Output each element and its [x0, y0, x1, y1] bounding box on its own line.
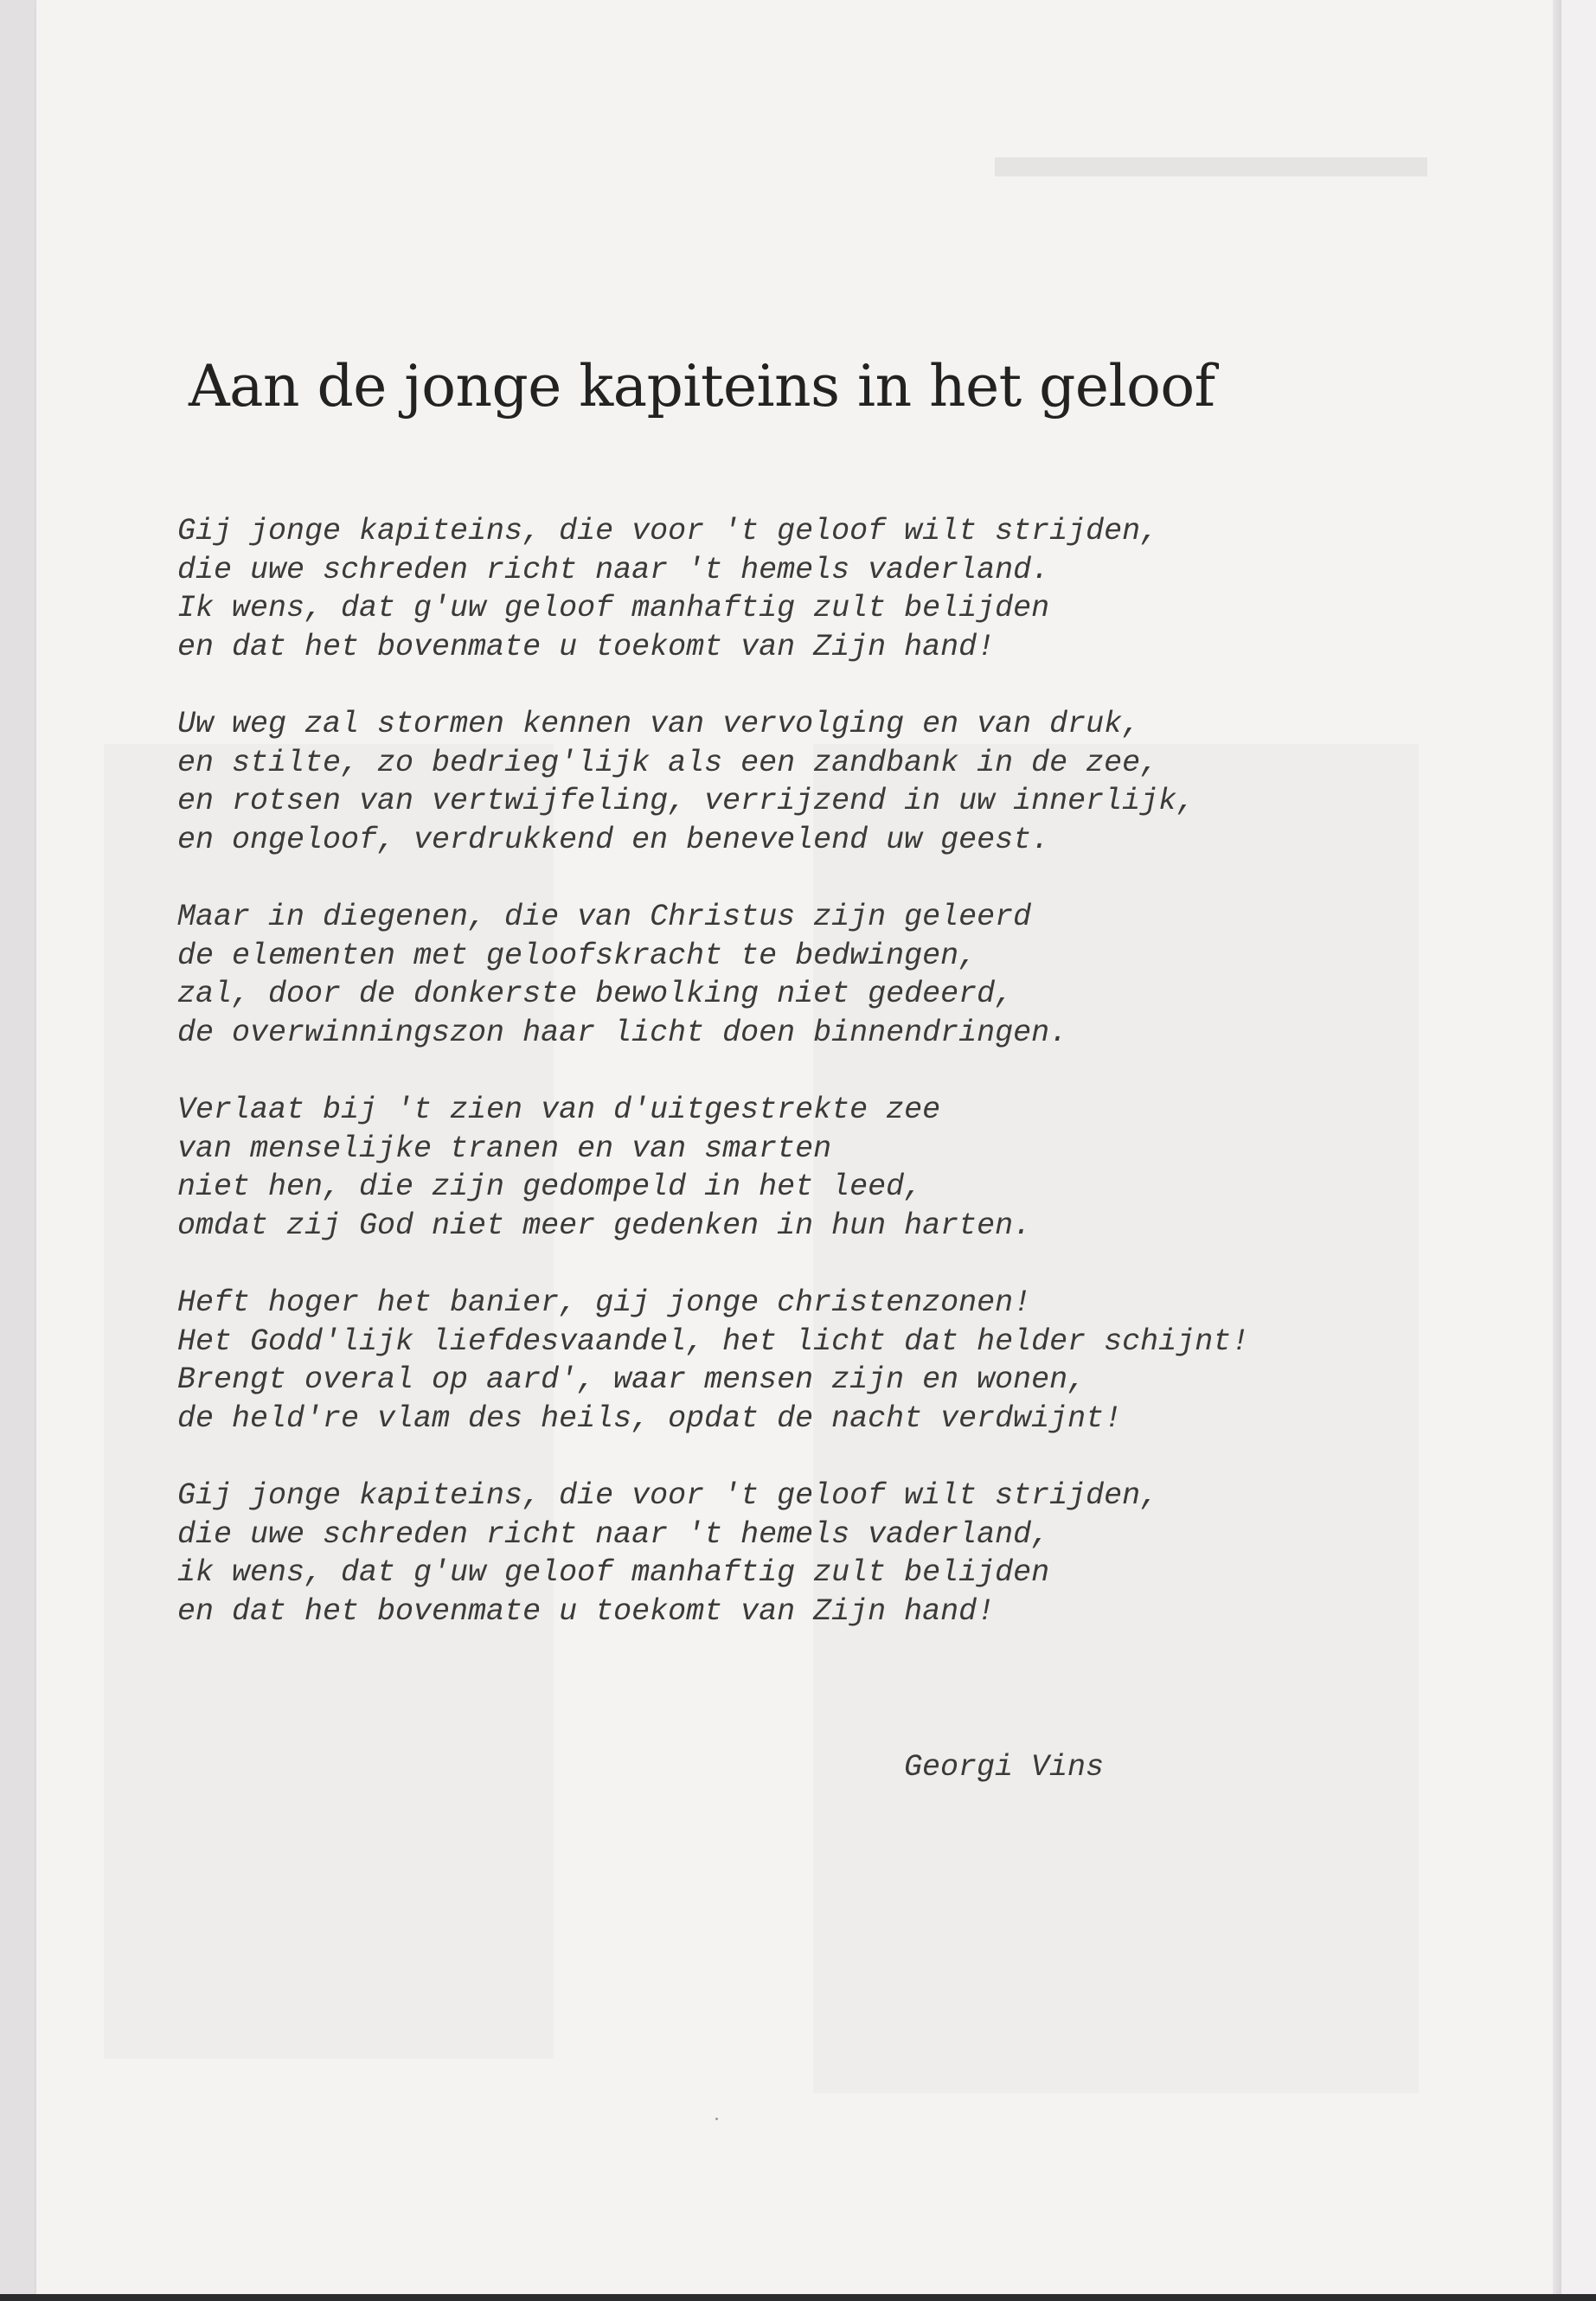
stanza-1 — [177, 512, 1388, 666]
poem-line: die uwe schreden richt naar 't hemels vaderland. — [177, 552, 1050, 587]
poem-line: en stilte, zo bedrieg'lijk als een zandbank in de zee, — [177, 745, 1159, 780]
poem-line: Heft hoger het banier, gij jonge christenzonen! — [177, 1285, 1032, 1320]
author-signature: Georgi Vins — [904, 1750, 1105, 1785]
poem-line: en rotsen van vertwijfeling, verrijzend in uw innerlijk, — [177, 784, 1195, 818]
poem-line: en dat het bovenmate u toekomt van Zijn hand! — [177, 1593, 996, 1629]
poem-line: ik wens, dat g'uw geloof manhaftig zult belijden — [177, 1555, 1050, 1590]
poem-line: Maar in diegenen, die van Christus zijn geleerd — [177, 900, 1032, 934]
show-through-mark — [995, 157, 1427, 176]
poem-line: Brengt overal op aard', waar mensen zijn en wonen, — [177, 1362, 1086, 1397]
poem-line: de held're vlam des heils, opdat de nacht verdwijnt! — [177, 1400, 1123, 1436]
stanza-3 — [177, 898, 1388, 1052]
poem-line: Uw weg zal stormen kennen van vervolging en van druk, — [177, 707, 1141, 741]
stanza-5 — [177, 1284, 1388, 1438]
poem-line: niet hen, die zijn gedompeld in het leed, — [177, 1170, 923, 1204]
page-edge — [1553, 0, 1561, 2301]
poem-line: Gij jonge kapiteins, die voor 't geloof wilt strijden, — [177, 514, 1159, 548]
poem-line: Ik wens, dat g'uw geloof manhaftig zult belijden — [177, 591, 1050, 625]
stanza-6 — [177, 1477, 1388, 1631]
stanza-2 — [177, 705, 1388, 859]
scan-left-margin — [0, 0, 36, 2301]
scan-right-margin — [1561, 0, 1596, 2301]
poem-line: die uwe schreden richt naar 't hemels vaderland, — [177, 1516, 1050, 1552]
poem-line: en dat het bovenmate u toekomt van Zijn hand! — [177, 629, 996, 664]
poem-line: van menselijke tranen en van smarten — [177, 1131, 832, 1166]
poem-line: en ongeloof, verdrukkend en benevelend uw geest. — [177, 822, 1050, 857]
poem-body — [177, 512, 1388, 1670]
poem-line: Gij jonge kapiteins, die voor 't geloof wilt strijden, — [177, 1478, 1159, 1513]
poem-line: omdat zij God niet meer gedenken in hun harten. — [177, 1208, 1032, 1243]
scan-bottom-edge — [0, 2294, 1596, 2301]
poem-line: de elementen met geloofskracht te bedwingen, — [177, 938, 977, 973]
poem-line: Verlaat bij 't zien van d'uitgestrekte zee — [177, 1093, 941, 1127]
stanza-4 — [177, 1091, 1388, 1245]
poem-title: Aan de jonge kapiteins in het geloof — [189, 353, 1215, 420]
poem-line: de overwinningszon haar licht doen binnendringen. — [177, 1015, 1068, 1050]
poem-line: Het Godd'lijk liefdesvaandel, het licht dat helder schijnt! — [177, 1324, 1250, 1359]
poem-line: zal, door de donkerste bewolking niet gedeerd, — [177, 977, 1014, 1011]
paper-speck — [715, 2118, 718, 2120]
